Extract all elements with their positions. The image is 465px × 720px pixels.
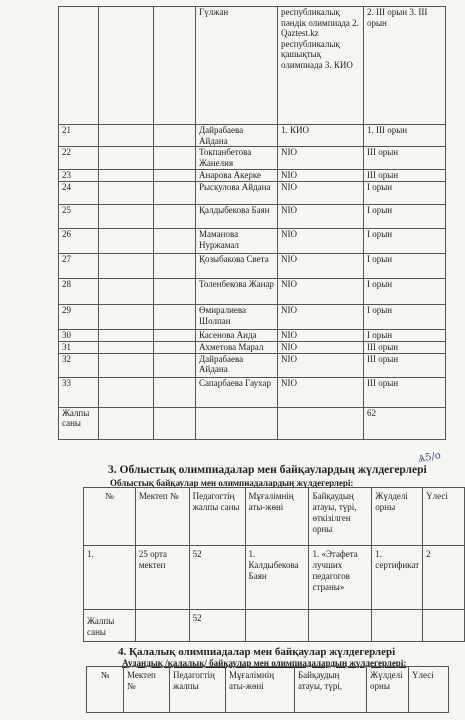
student-name: Толенбекова Жанар xyxy=(196,279,278,305)
student-name: Маманова Нуржамал xyxy=(196,229,278,254)
student-name: Рыскулова Айдана xyxy=(196,182,278,205)
event-name: NIO xyxy=(278,170,364,182)
table-row xyxy=(59,170,446,182)
student-name: Дайрабаева Айдана xyxy=(196,353,278,377)
student-name: Токпанбетова Жанелия xyxy=(196,147,278,170)
header-cell: № xyxy=(87,667,124,713)
header-cell: Жүлделі орны xyxy=(372,488,423,546)
city-winners-table xyxy=(86,666,449,713)
place: I орын xyxy=(364,305,446,330)
total-value: 62 xyxy=(364,407,446,439)
total-row xyxy=(84,610,465,642)
student-name: Касенова Аида xyxy=(196,330,278,342)
table-row xyxy=(59,182,446,205)
event-name: NIO xyxy=(278,279,364,305)
table-row xyxy=(59,377,446,407)
row-number: 29 xyxy=(59,305,99,330)
header-cell: Мұғалімнің аты-жөні xyxy=(245,488,309,546)
row-number: 32 xyxy=(59,353,99,377)
place: III орын xyxy=(364,342,446,354)
header-cell: Үлесі xyxy=(409,667,449,713)
student-name: Қозыбакова Света xyxy=(196,254,278,279)
student-name: Сапарбаева Гаухар xyxy=(196,377,278,407)
student-name: Анарова Акерке xyxy=(196,170,278,182)
place: III орын xyxy=(364,170,446,182)
event-name: NIO xyxy=(278,330,364,342)
table-row xyxy=(59,305,446,330)
table-header-row xyxy=(84,488,465,546)
section3-heading: 3. Облыстық олимпиадалар мен байқаулардың жүлдегерлері xyxy=(108,464,427,476)
header-cell: Байқаудың атауы, түрі, өткізілген орны xyxy=(309,488,372,546)
event-name: NIO xyxy=(278,254,364,279)
table-row xyxy=(59,229,446,254)
event-name: NIO xyxy=(278,353,364,377)
event-name: NIO xyxy=(278,342,364,354)
header-cell: Мектеп № xyxy=(135,488,189,546)
total-row xyxy=(59,407,446,439)
place: III орын xyxy=(364,353,446,377)
share: 2 xyxy=(423,546,465,610)
award: 1. сертификат xyxy=(372,546,423,610)
row-number: 23 xyxy=(59,170,99,182)
event-name: NIO xyxy=(278,205,364,229)
student-name: Дайрабаева Айдана xyxy=(196,125,278,147)
total-label: Жалпы саны xyxy=(59,407,99,439)
header-cell: Үлесі xyxy=(423,488,465,546)
place: I орын xyxy=(364,182,446,205)
school: 25 орта мектеп xyxy=(135,546,189,610)
header-cell: Мұғалімнің аты-жөні xyxy=(226,667,295,713)
student-name: Ахметова Марал xyxy=(196,342,278,354)
event-name: 1. КИО xyxy=(278,125,364,147)
event-name: NIO xyxy=(278,305,364,330)
table-header-row xyxy=(87,667,449,713)
row-number: 24 xyxy=(59,182,99,205)
olympiad-winners-table-continued xyxy=(58,6,446,440)
place: 2. III орын 3. III орын xyxy=(364,7,446,125)
place: I орын xyxy=(364,229,446,254)
place: III орын xyxy=(364,147,446,170)
place: I орын xyxy=(364,330,446,342)
row-number: 22 xyxy=(59,147,99,170)
table-row xyxy=(59,353,446,377)
row-number: 28 xyxy=(59,279,99,305)
table-row xyxy=(59,205,446,229)
row-number: 21 xyxy=(59,125,99,147)
section4-heading: 4. Қалалық олимпиадалар мен байқаулар жүлдегерлері xyxy=(118,646,396,658)
header-cell: Жүлделі орны xyxy=(367,667,409,713)
contest-name: 1. «Этафета лучших педагогов страны» xyxy=(309,546,372,610)
header-cell: Байқаудың атауы, түрі, xyxy=(295,667,367,713)
total-value: 52 xyxy=(189,610,245,642)
place: 1. III орын xyxy=(364,125,446,147)
table-row xyxy=(59,7,446,125)
section4-subheading: Аудандық /қалалық/ байқаулар мен олимпиадалардың жүлдегерлері: xyxy=(122,658,407,668)
header-cell: Мектеп № xyxy=(124,667,170,713)
table-row xyxy=(59,147,446,170)
row-number: 25 xyxy=(59,205,99,229)
header-cell: № xyxy=(84,488,136,546)
total-label: Жалпы саны xyxy=(84,610,136,642)
table-row xyxy=(59,125,446,147)
header-cell: Педагогтің жалпы xyxy=(170,667,226,713)
student-name: Қалдыбекова Баян xyxy=(196,205,278,229)
event-name: NIO xyxy=(278,229,364,254)
table-row xyxy=(84,546,465,610)
row-number: 30 xyxy=(59,330,99,342)
student-name: Гүлжан xyxy=(196,7,278,125)
table-row xyxy=(59,342,446,354)
student-name: Өмиралиева Шолпан xyxy=(196,305,278,330)
event-name: NIO xyxy=(278,377,364,407)
section3-subheading: Облыстық байқаулар мен олимпиадалардың жүлдегерлері: xyxy=(110,478,354,488)
row-number: 33 xyxy=(59,377,99,407)
table-row xyxy=(59,279,446,305)
table-row xyxy=(59,330,446,342)
table-row xyxy=(59,254,446,279)
row-number: 31 xyxy=(59,342,99,354)
regional-winners-table xyxy=(83,487,465,642)
place: III орын xyxy=(364,377,446,407)
event-name: республикалық пәндік олимпиада 2. Qaztest.kz республикалық қашықтық олимпиада 3. КИО xyxy=(278,7,364,125)
row-number: 1. xyxy=(84,546,136,610)
header-cell: Педагогтің жалпы саны xyxy=(189,488,245,546)
event-name: NIO xyxy=(278,147,364,170)
teachers-count: 52 xyxy=(189,546,245,610)
teacher-name: 1. Калдыбекова Баян xyxy=(245,546,309,610)
row-number: 26 xyxy=(59,229,99,254)
place: I орын xyxy=(364,279,446,305)
event-name: NIO xyxy=(278,182,364,205)
row-number: 27 xyxy=(59,254,99,279)
handwritten-signature: Ѧ5/о xyxy=(417,450,442,465)
place: I орын xyxy=(364,205,446,229)
place: I орын xyxy=(364,254,446,279)
